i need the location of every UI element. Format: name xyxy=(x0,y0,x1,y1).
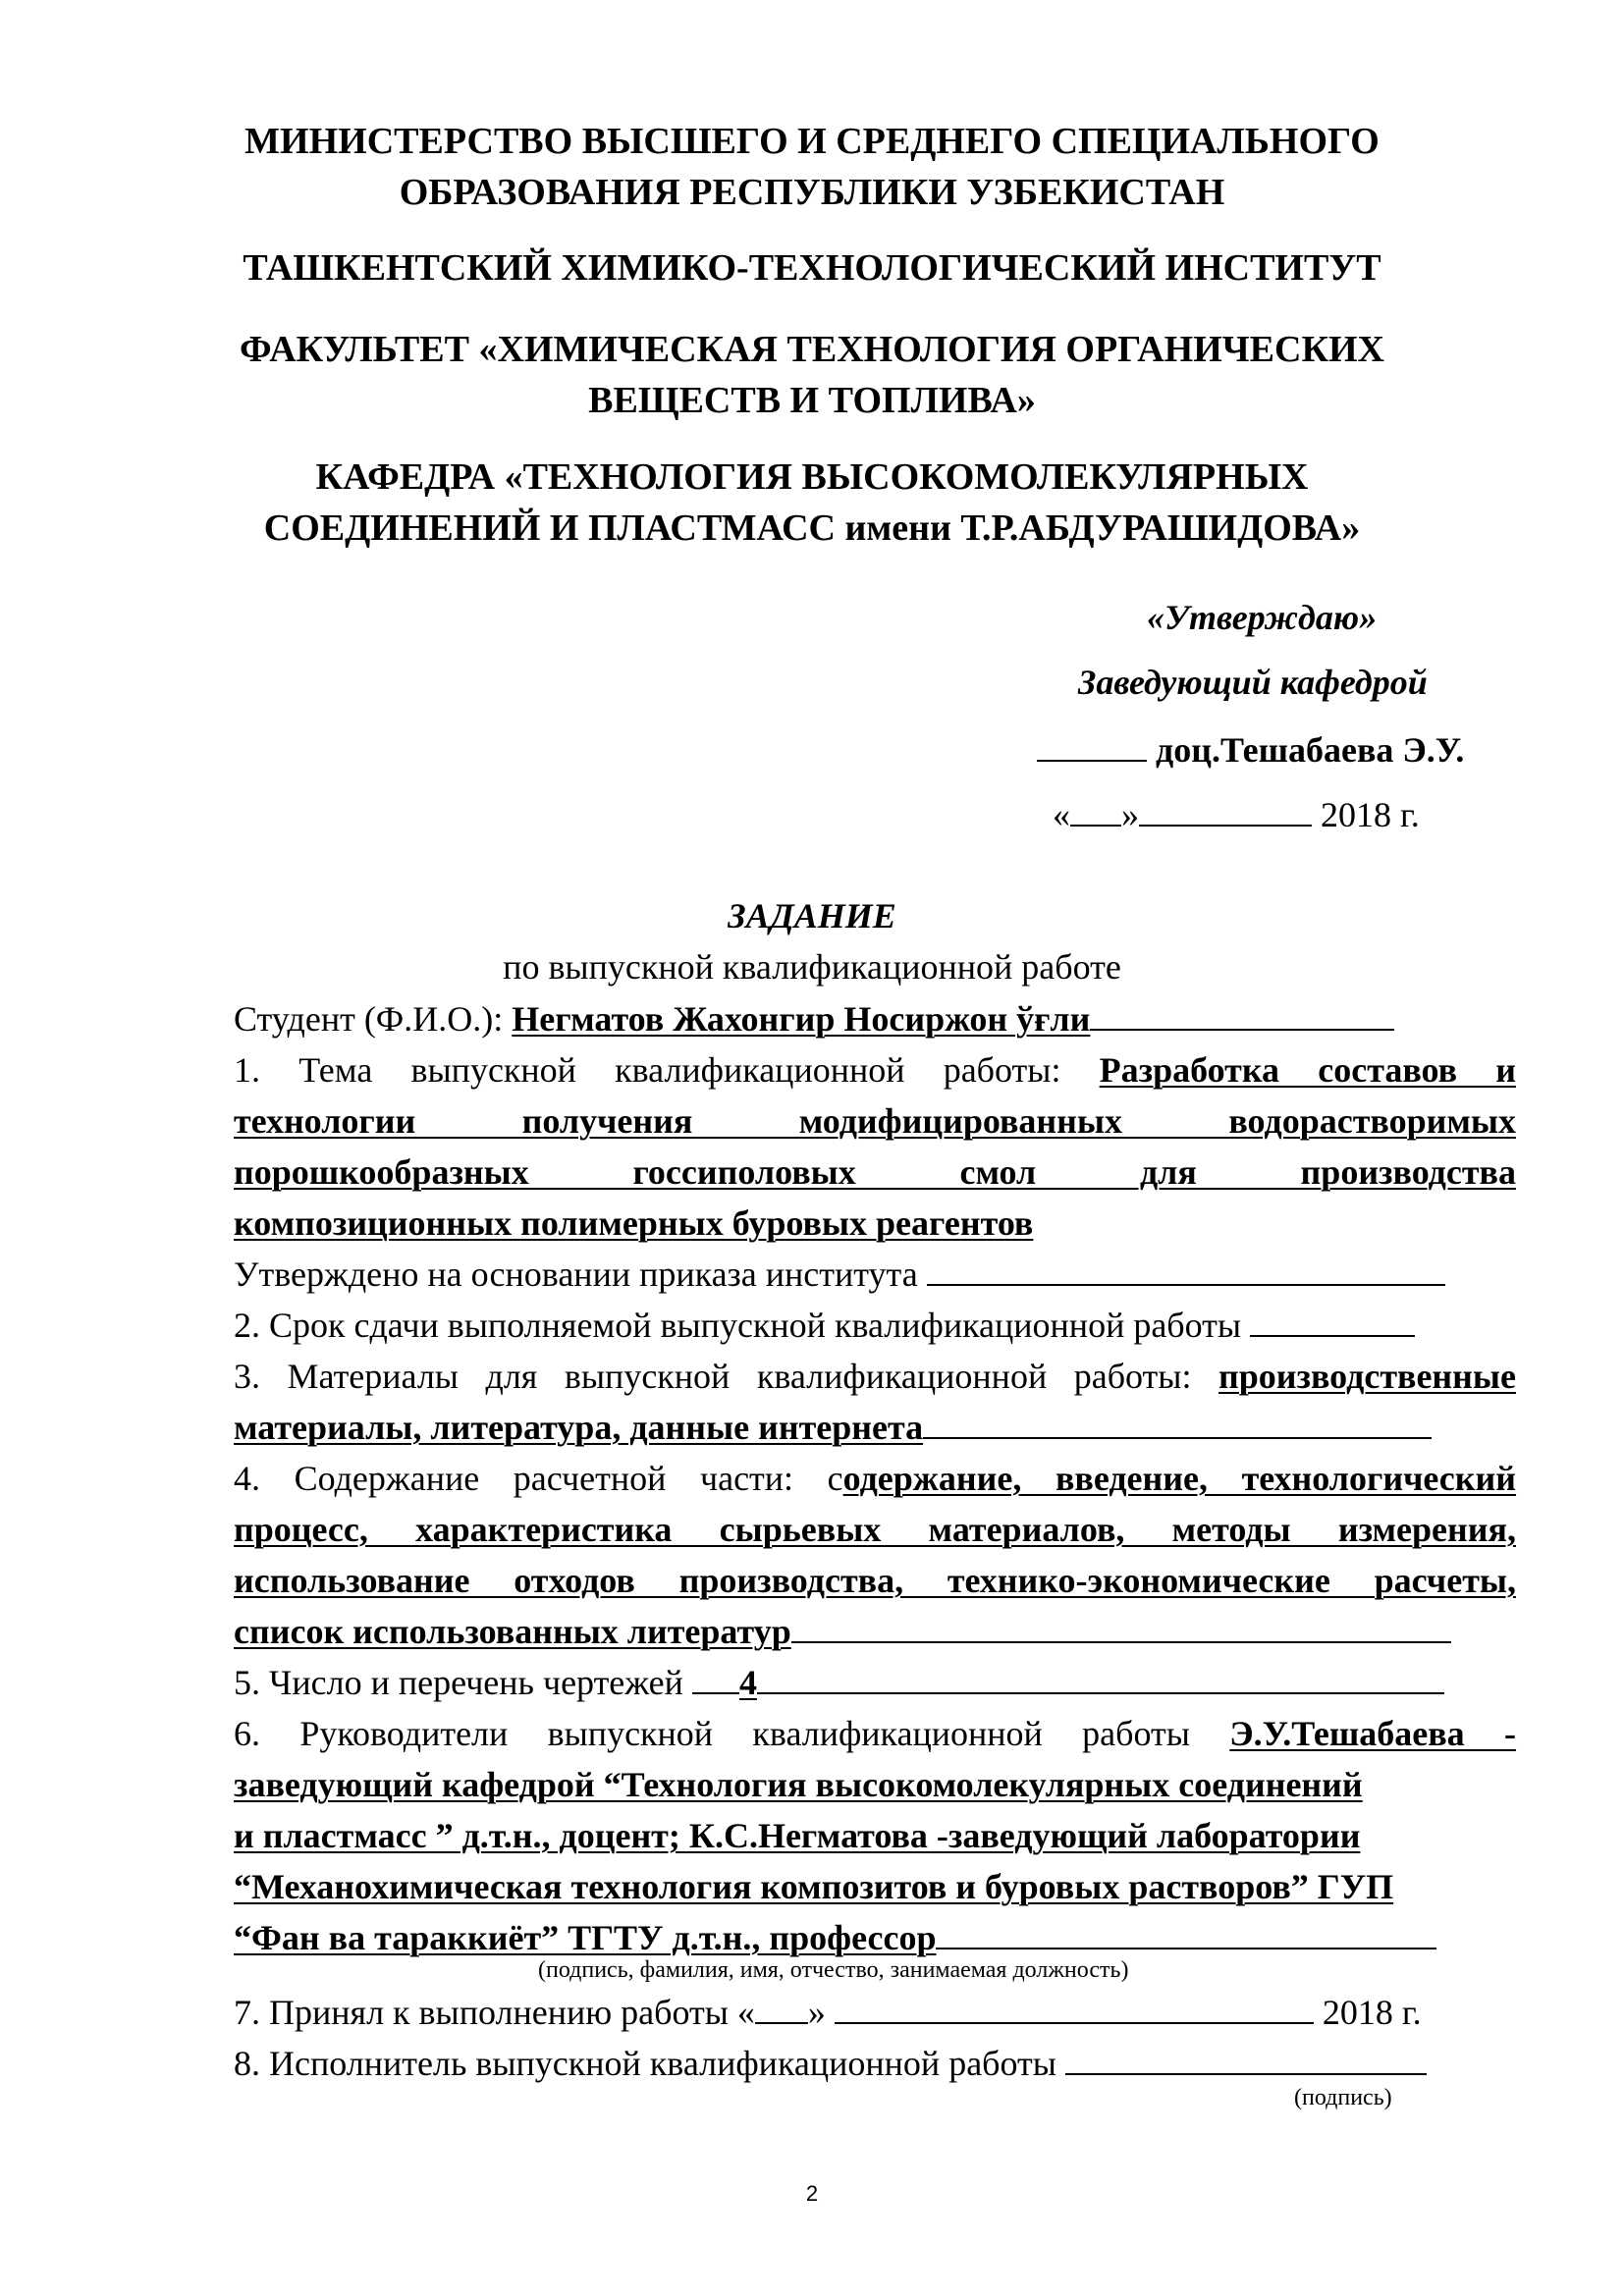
month-blank xyxy=(1139,791,1312,827)
accepted-close-quote: » xyxy=(807,1993,826,2032)
topic-line-2: технологии получения модифицированных водорастворимых xyxy=(234,1101,1516,1141)
content-text-1: одержание, введение, технологический xyxy=(842,1459,1517,1498)
accepted-month-blank xyxy=(835,1989,1314,2024)
content-blank xyxy=(791,1608,1451,1643)
student-name: Негматов Жахонгир Носиржон ўғли xyxy=(512,999,1091,1039)
accepted-year: 2018 г. xyxy=(1322,1993,1422,2032)
approver-name: доц.Тешабаева Э.У. xyxy=(1156,730,1465,770)
accepted-line xyxy=(234,1987,1516,2038)
drawings-line xyxy=(234,1657,1516,1708)
accepted-day-blank xyxy=(755,1989,808,2024)
executor-blank xyxy=(1065,2040,1427,2075)
supervisors-line-5 xyxy=(234,1912,1516,1963)
drawings-blank-right xyxy=(757,1659,1444,1694)
ministry-line-2: ОБРАЗОВАНИЯ РЕСПУБЛИКИ УЗБЕКИСТАН xyxy=(399,172,1225,213)
executor-label: 8. Исполнитель выпускной квалификационной работы xyxy=(234,2044,1056,2083)
approval-date xyxy=(1053,791,1420,835)
supervisors-line-2: заведующий кафедрой “Технология высокомолекулярных соединений xyxy=(234,1765,1363,1804)
content-line-3: использование отходов производства, технико-экономические расчеты, xyxy=(234,1561,1516,1600)
order-line xyxy=(234,1249,1516,1300)
materials-text-1: производственные xyxy=(1218,1357,1516,1396)
content-line-2: процесс, характеристика сырьевых материалов, методы измерения, xyxy=(234,1510,1516,1549)
supervisors-text-5: “Фан ва тараккиёт” ТГТУ д.т.н., профессор xyxy=(234,1918,937,1957)
student-line xyxy=(234,993,1516,1044)
document-subtitle: по выпускной квалификационной работе xyxy=(503,947,1121,987)
topic-text-1: Разработка составов и xyxy=(1099,1050,1516,1090)
topic-label: 1. Тема выпускной квалификационной работы: xyxy=(234,1050,1100,1090)
order-blank xyxy=(927,1251,1445,1286)
day-blank xyxy=(1070,791,1121,827)
content-line-4 xyxy=(234,1606,1516,1657)
approver-role: Заведующий кафедрой xyxy=(1078,663,1428,702)
ministry-heading xyxy=(0,116,1624,218)
supervisors-blank xyxy=(936,1914,1436,1949)
content-text-4: список использованных литератур xyxy=(234,1612,791,1651)
document-title: ЗАДАНИЕ xyxy=(728,896,896,935)
order-label: Утверждено на основании приказа института xyxy=(234,1255,918,1294)
drawings-count: 4 xyxy=(738,1663,757,1702)
content-line-1 xyxy=(234,1453,1516,1504)
faculty-heading xyxy=(0,324,1624,426)
deadline-blank xyxy=(1250,1302,1415,1337)
materials-text-2: материалы, литература, данные интернета xyxy=(234,1408,924,1447)
executor-caption: (подпись) xyxy=(1294,2085,1392,2110)
materials-line-1 xyxy=(234,1351,1516,1402)
materials-blank xyxy=(923,1404,1432,1439)
date-close-quote: » xyxy=(1121,795,1139,834)
supervisors-label: 6. Руководители выпускной квалификационной работы xyxy=(234,1714,1230,1753)
student-blank xyxy=(1090,995,1394,1031)
institute-heading: ТАШКЕНТСКИЙ ХИМИКО-ТЕХНОЛОГИЧЕСКИЙ ИНСТИТУТ xyxy=(243,247,1381,289)
materials-line-2 xyxy=(234,1402,1516,1453)
student-label: Студент (Ф.И.О.): xyxy=(234,999,513,1039)
approve-label: «Утверждаю» xyxy=(1147,598,1378,637)
drawings-label: 5. Число и перечень чертежей xyxy=(234,1663,692,1702)
topic-line-1 xyxy=(234,1044,1516,1095)
materials-label: 3. Материалы для выпускной квалификационной работы: xyxy=(234,1357,1218,1396)
approval-year: 2018 г. xyxy=(1321,795,1420,834)
topic-line-3: порошкообразных госсиполовых смол для производства xyxy=(234,1152,1516,1192)
date-open-quote: « xyxy=(1053,795,1070,834)
accepted-label: 7. Принял к выполнению работы « xyxy=(234,1993,755,2032)
drawings-blank-left xyxy=(692,1659,739,1694)
deadline-label: 2. Срок сдачи выполняемой выпускной квалификационной работы xyxy=(234,1306,1242,1345)
supervisors-line-3: и пластмасс ” д.т.н., доцент; К.С.Негматова -заведующий лаборатории xyxy=(234,1816,1361,1855)
content-label: 4. Содержание расчетной части: с xyxy=(234,1459,843,1498)
ministry-line-1: МИНИСТЕРСТВО ВЫСШЕГО И СРЕДНЕГО СПЕЦИАЛЬНОГО xyxy=(244,121,1380,162)
faculty-line-1: ФАКУЛЬТЕТ «ХИМИЧЕСКАЯ ТЕХНОЛОГИЯ ОРГАНИЧЕСКИХ xyxy=(239,329,1384,370)
department-line-2: СОЕДИНЕНИЙ И ПЛАСТМАСС имени Т.Р.АБДУРАШИДОВА» xyxy=(263,507,1361,549)
deadline-line xyxy=(234,1300,1516,1351)
department-line-1: КАФЕДРА «ТЕХНОЛОГИЯ ВЫСОКОМОЛЕКУЛЯРНЫХ xyxy=(315,456,1309,498)
supervisors-line-4: “Механохимическая технология композитов и буровых растворов” ГУП xyxy=(234,1867,1394,1906)
signature-blank xyxy=(1037,726,1147,762)
page-number: 2 xyxy=(805,2181,819,2206)
executor-line xyxy=(234,2038,1516,2089)
faculty-line-2: ВЕЩЕСТВ И ТОПЛИВА» xyxy=(588,380,1036,421)
supervisors-caption: (подпись, фамилия, имя, отчество, занимаемая должность) xyxy=(538,1957,1129,1983)
department-heading xyxy=(0,452,1624,554)
supervisors-text-1: Э.У.Тешабаева - xyxy=(1229,1714,1517,1753)
topic-line-4: композиционных полимерных буровых реагентов xyxy=(234,1203,1034,1243)
approver-signature-line xyxy=(1037,726,1464,771)
supervisors-line-1 xyxy=(234,1708,1516,1759)
